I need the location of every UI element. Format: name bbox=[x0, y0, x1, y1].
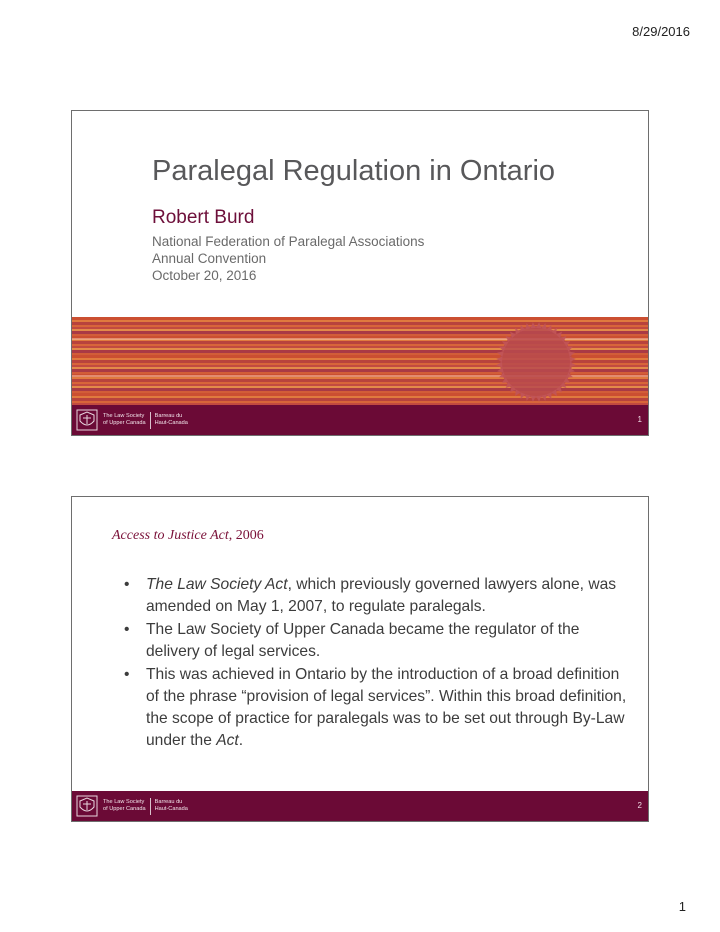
bullet-text: , which previously governed lawyers alone, was amended on May 1, 2007, to regulate paralegals. bbox=[146, 576, 617, 615]
slide-1 bbox=[71, 110, 649, 436]
law-society-logo bbox=[76, 408, 188, 432]
logo-text-fr-2: Haut-Canada bbox=[154, 420, 188, 426]
bullet-text: This was achieved in Ontario by the introduction of a broad definition of the phrase “provision of legal services”. Within this broad definition, the scope of practice for paralegals was to be set out through By-Law under the bbox=[146, 666, 627, 749]
logo-text-en-2: of Upper Canada bbox=[103, 420, 146, 426]
slide-number: 2 bbox=[637, 801, 642, 810]
event-details bbox=[152, 233, 424, 284]
bullet-item bbox=[124, 619, 634, 663]
event-name: Annual Convention bbox=[152, 251, 267, 266]
presenter-name: Robert Burd bbox=[152, 207, 255, 228]
logo-divider bbox=[150, 798, 151, 815]
logo-text-fr-1: Barreau du bbox=[154, 799, 183, 805]
sunburst-ray bbox=[496, 357, 502, 362]
bullet-list bbox=[124, 574, 634, 753]
event-date: October 20, 2016 bbox=[152, 268, 257, 283]
slide-2 bbox=[71, 496, 649, 822]
law-society-logo bbox=[76, 794, 188, 818]
logo-text-en-2: of Upper Canada bbox=[103, 806, 146, 812]
crest-icon bbox=[76, 795, 98, 817]
logo-text-en-1: The Law Society bbox=[103, 799, 145, 805]
print-date: 8/29/2016 bbox=[632, 24, 690, 39]
bullet-italic: The Law Society Act bbox=[146, 576, 288, 593]
bullet-item bbox=[124, 664, 634, 752]
slide-footer bbox=[72, 791, 649, 821]
sunburst-ray bbox=[536, 322, 541, 328]
slide-footer bbox=[72, 405, 649, 435]
sunburst-ray bbox=[531, 322, 536, 328]
sunburst-graphic bbox=[495, 321, 577, 403]
crest-icon bbox=[76, 409, 98, 431]
bullet-text: The Law Society of Upper Canada became the regulator of the delivery of legal services. bbox=[146, 621, 580, 660]
logo-text-fr-1: Barreau du bbox=[154, 413, 183, 419]
bullet-icon: • bbox=[124, 666, 130, 683]
heading-act-name: Access to Justice Act bbox=[112, 528, 229, 543]
page-number: 1 bbox=[678, 899, 686, 914]
bullet-icon: • bbox=[124, 621, 130, 638]
sunburst-ray bbox=[496, 362, 502, 367]
bullet-item bbox=[124, 574, 634, 618]
logo-divider bbox=[150, 412, 151, 429]
event-organization: National Federation of Paralegal Associations bbox=[152, 234, 425, 249]
sunburst-ray bbox=[531, 396, 536, 402]
slide-heading bbox=[112, 528, 264, 544]
bullet-italic: Act bbox=[216, 732, 239, 749]
slide-number: 1 bbox=[637, 415, 642, 424]
sunburst-ray bbox=[570, 357, 576, 362]
bullet-icon: • bbox=[124, 576, 130, 593]
sunburst-ray bbox=[536, 396, 541, 402]
logo-text-fr-2: Haut-Canada bbox=[154, 806, 188, 812]
bullet-tail: . bbox=[238, 732, 244, 749]
slide-title: Paralegal Regulation in Ontario bbox=[152, 155, 556, 187]
heading-year: , 2006 bbox=[228, 528, 264, 543]
logo-text-en-1: The Law Society bbox=[103, 413, 145, 419]
sunburst-core bbox=[500, 326, 572, 398]
sunburst-ray bbox=[570, 362, 576, 367]
